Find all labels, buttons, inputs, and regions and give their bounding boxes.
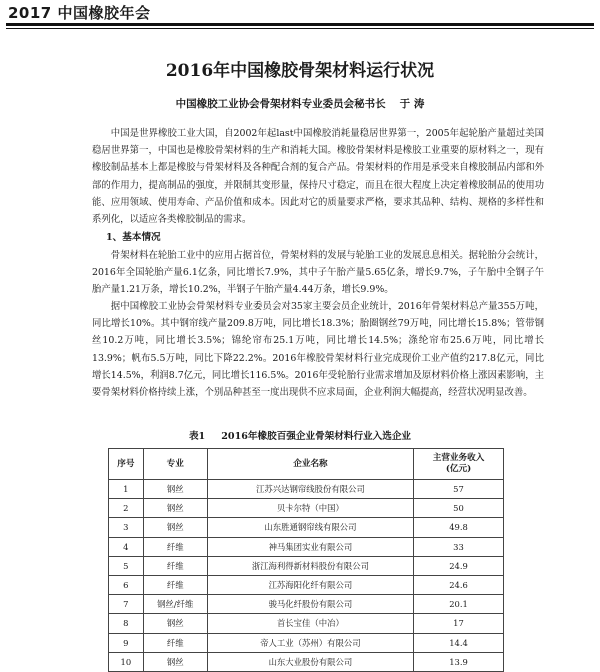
cell-category: 钢丝 <box>143 480 207 499</box>
header-revenue-line2: (亿元) <box>445 464 472 474</box>
paragraph-material-output-text: 据中国橡胶工业协会骨架材料专业委员会对35家主要会员企业统计，2016年骨架材料总产量355万吨，同比增长10%。其中钢帘线产量209.8万吨，同比增长18.3%；胎圈钢丝79万吨，同比增长15.8%；管带钢丝10.2万吨，同比增长3.5%；锦纶帘布25.1万吨，同比增长14.5%；涤纶帘布25.6万吨，同比增长13.9%；帆布5.5万吨，同比下降22.2%。2016年橡胶骨架材料行业完成现价工业产值约217.8亿元，同比增长14.5%，利润8.7亿元，同比增长116.5%。2016年受轮胎行业需求增加及原材料价格上涨因素影响，主要骨架材料价格持续上涨，个别品种甚至一度出现供不应求局面，企业利润大幅提高，经营状况明显改善。 <box>92 301 544 399</box>
table-row <box>109 480 504 499</box>
cell-no: 3 <box>109 518 144 537</box>
header-no: 序号 <box>109 449 144 480</box>
cell-company: 帝人工业（苏州）有限公司 <box>207 633 413 652</box>
cell-company: 贝卡尔特（中国） <box>207 499 413 518</box>
cell-category: 钢丝 <box>143 614 207 633</box>
table-row <box>109 575 504 594</box>
table-caption-label: 表1 <box>188 431 206 442</box>
header-company: 企业名称 <box>207 449 413 480</box>
cell-category: 纤维 <box>143 537 207 556</box>
table-row <box>109 499 504 518</box>
cell-revenue: 57 <box>414 480 504 499</box>
cell-revenue: 24.6 <box>414 575 504 594</box>
byline <box>0 96 600 111</box>
cell-category: 纤维 <box>143 575 207 594</box>
cell-revenue: 24.9 <box>414 556 504 575</box>
cell-no: 1 <box>109 480 144 499</box>
cell-no: 10 <box>109 652 144 671</box>
cell-category: 钢丝 <box>143 499 207 518</box>
cell-revenue: 49.8 <box>414 518 504 537</box>
cell-company: 江苏兴达钢帘线股份有限公司 <box>207 480 413 499</box>
cell-no: 2 <box>109 499 144 518</box>
cell-company: 江苏海阳化纤有限公司 <box>207 575 413 594</box>
page-title: 2016年中国橡胶骨架材料运行状况 <box>165 61 435 81</box>
table-header-row <box>109 449 504 480</box>
table-caption-title: 2016年橡胶百强企业骨架材料行业入选企业 <box>221 431 412 442</box>
paragraph-material-output <box>92 298 544 401</box>
cell-no: 4 <box>109 537 144 556</box>
cell-category: 钢丝/纤维 <box>143 595 207 614</box>
table-row <box>109 614 504 633</box>
header-revenue <box>414 449 504 480</box>
paragraph-tire-output-text: 骨架材料在轮胎工业中的应用占据首位，骨架材料的发展与轮胎工业的发展息息相关。据轮胎分会统计，2016年全国轮胎产量6.1亿条，同比增长7.9%，其中子午胎产量5.65亿条，增长9.7%，子午胎中全钢子午胎产量1.21万条，增长10.2%，半钢子午胎产量4.44万条，增长9.9%。 <box>92 250 544 296</box>
byline-author: 于 涛 <box>399 98 425 110</box>
cell-revenue: 14.4 <box>414 633 504 652</box>
cell-category: 纤维 <box>143 556 207 575</box>
running-header: 2017 中国橡胶年会 <box>8 4 151 22</box>
table-row <box>109 652 504 671</box>
header-category: 专业 <box>143 449 207 480</box>
cell-no: 8 <box>109 614 144 633</box>
section-heading: 1、基本情况 <box>106 232 161 243</box>
cell-category: 纤维 <box>143 633 207 652</box>
cell-category: 钢丝 <box>143 518 207 537</box>
cell-revenue: 13.9 <box>414 652 504 671</box>
cell-no: 7 <box>109 595 144 614</box>
cell-revenue: 17 <box>414 614 504 633</box>
cell-company: 山东大业股份有限公司 <box>207 652 413 671</box>
cell-company: 浙江海利得新材料股份有限公司 <box>207 556 413 575</box>
cell-company: 山东胜通钢帘线有限公司 <box>207 518 413 537</box>
cell-revenue: 20.1 <box>414 595 504 614</box>
byline-org: 中国橡胶工业协会骨架材料专业委员会秘书长 <box>175 98 386 110</box>
cell-company: 神马集团实业有限公司 <box>207 537 413 556</box>
table-row <box>109 595 504 614</box>
cell-company: 首长宝佳（中冶） <box>207 614 413 633</box>
cell-no: 5 <box>109 556 144 575</box>
cell-category: 钢丝 <box>143 652 207 671</box>
table-row <box>109 556 504 575</box>
cell-no: 9 <box>109 633 144 652</box>
cell-company: 骏马化纤股份有限公司 <box>207 595 413 614</box>
header-rule-thin <box>6 28 594 29</box>
table-row <box>109 537 504 556</box>
table-row <box>109 518 504 537</box>
table-row <box>109 633 504 652</box>
intro-paragraph <box>92 125 544 228</box>
intro-paragraph-text: 中国是世界橡胶工业大国，自2002年起last中国橡胶消耗量稳居世界第一，2005年起轮胎产量超过美国稳居世界第一，中国也是橡胶骨架材料的生产和消耗大国。橡胶骨架材料是橡胶工业重要的原材料之一，现有橡胶制品基本上都是橡胶与骨架材料及各种配合剂的复合产品。骨架材料的作用是承受来自橡胶制品内部和外部的作用力，提高制品的强度，并限制其变形量，保持尺寸稳定，而且在很大程度上决定着橡胶制品的使用功能、应用领域、使用寿命、产品价值和成本。因此对它的质量要求严格，要求其品种、结构、规格的多样性和系列化，以适应各类橡胶制品的需求。 <box>92 128 544 226</box>
header-revenue-line1: 主营业务收入 <box>432 453 485 463</box>
cell-revenue: 33 <box>414 537 504 556</box>
table-caption <box>0 428 600 442</box>
paragraph-tire-output <box>92 247 544 299</box>
header-rule <box>6 23 594 26</box>
enterprise-table <box>108 448 504 672</box>
cell-no: 6 <box>109 575 144 594</box>
cell-revenue: 50 <box>414 499 504 518</box>
